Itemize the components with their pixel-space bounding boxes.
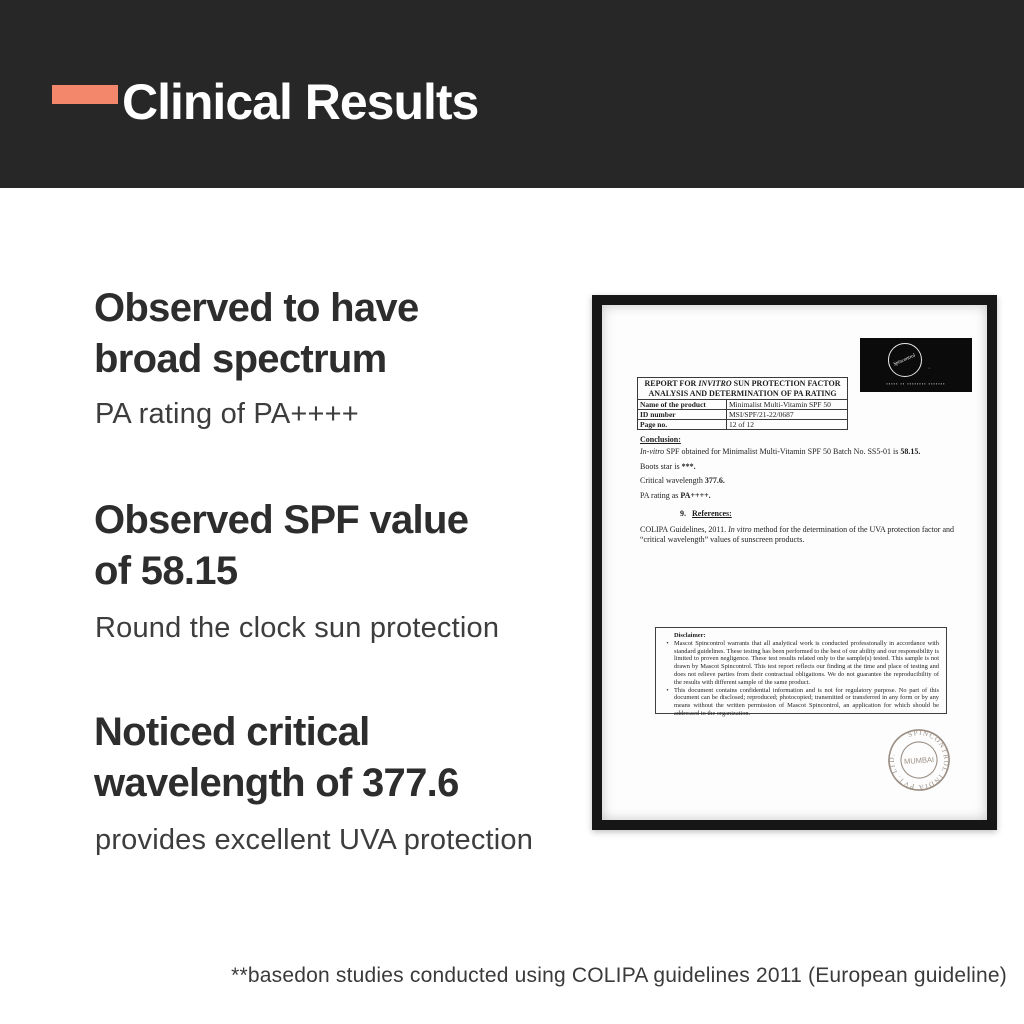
conclusion-line1-italic: In-vitro [640, 447, 665, 456]
claim-heading-line: Noticed critical [94, 710, 370, 754]
table-value: MSI/SPF/21-22/0687 [727, 410, 848, 420]
claim-spf-value-heading [94, 495, 468, 597]
report-photo-frame [592, 295, 997, 830]
table-row [638, 410, 848, 420]
disclaimer-box [655, 627, 947, 717]
references-body-prefix: COLIPA Guidelines, 2011. [640, 524, 729, 534]
conclusion-line4-bold: PA++++. [680, 490, 711, 500]
report-title-italic: INVITRO [698, 379, 732, 388]
claim-heading-line: Observed to have [94, 286, 419, 330]
references-number: 9. [680, 508, 686, 518]
report-header-table [637, 377, 848, 430]
footnote: **basedon studies conducted using COLIPA guidelines 2011 (European guideline) [231, 964, 1007, 987]
table-row [638, 400, 848, 410]
lab-logo-circle-icon [888, 343, 922, 377]
conclusion-line [640, 476, 974, 485]
lab-logo [860, 338, 972, 392]
conclusion-line1-bold: 58.15. [900, 447, 921, 456]
claim-critical-wavelength-heading [94, 707, 459, 809]
conclusion-line2-bold: ***. [681, 461, 696, 471]
conclusion-line2-prefix: Boots star is [640, 461, 682, 471]
page-title: Clinical Results [122, 74, 479, 130]
accent-dash-icon [52, 85, 118, 104]
claim-broad-spectrum-subtext: PA rating of PA++++ [95, 398, 359, 430]
table-row [638, 420, 848, 430]
references-heading [680, 509, 974, 518]
header-band [0, 0, 1024, 188]
conclusion-line1-mid: SPF obtained for Minimalist Multi-Vitamin SPF 50 Batch No. SS5-01 is [664, 447, 901, 456]
report-document [602, 305, 987, 820]
references-body-italic: In vitro [728, 524, 752, 534]
conclusion-heading: Conclusion: [640, 435, 681, 444]
references-body [640, 525, 978, 546]
conclusion-line [640, 447, 974, 456]
report-title-cell [638, 378, 848, 400]
table-label: Name of the product [638, 400, 727, 410]
bullet-icon: • [666, 639, 669, 647]
claim-heading-line: Observed SPF value [94, 498, 469, 542]
claim-critical-wavelength-subtext: provides excellent UVA protection [95, 824, 534, 856]
lab-logo-caption: ▪▪▪▪▪ ▪▪ ▪▪▪▪▪▪▪▪ ▪▪▪▪▪▪▪ [886, 381, 946, 386]
lab-logo-mark: ʾ [928, 368, 930, 374]
conclusion-line4-prefix: PA rating as [640, 490, 681, 500]
stamp-ring-text: SPINCONTROL INDIA PVT. LTD. [887, 728, 951, 792]
disclaimer-bullet-text: This document contains confidential information and is not for regulatory purpose. No part of this document can be disclosed; reproduced; photocopied; transmitted or transferred in any form or by any means without the written permission of Mascot Spincontrol, an application for which should be addressed to the organization. [674, 686, 939, 717]
disclaimer-bullet [661, 687, 939, 718]
claim-heading-line: broad spectrum [94, 337, 387, 381]
references-body-suffix: method for the determination of the UVA protection factor and “critical wavelength” values of sunscreen products. [640, 524, 955, 544]
report-title-prefix: REPORT FOR [644, 379, 699, 388]
table-value: 12 of 12 [727, 420, 848, 430]
conclusion-line3-bold: 377.6. [704, 476, 725, 485]
disclaimer-bullet [661, 640, 939, 687]
conclusion-line [640, 462, 974, 471]
claim-broad-spectrum-heading [94, 283, 418, 385]
lab-logo-circle-text: Spincontrol [893, 353, 917, 367]
bullet-icon: • [666, 686, 669, 694]
table-label: ID number [638, 410, 727, 420]
round-stamp-icon [885, 726, 953, 794]
table-label: Page no. [638, 420, 727, 430]
references-heading-text: References: [692, 508, 732, 518]
conclusion-line [640, 491, 974, 500]
report-title-suffix: SUN PROTECTION FACTOR ANALYSIS AND DETERMINATION OF PA RATING [648, 379, 841, 398]
conclusion-line3-prefix: Critical wavelength [640, 476, 705, 485]
table-value: Minimalist Multi-Vitamin SPF 50 [727, 400, 848, 410]
table-row [638, 378, 848, 400]
disclaimer-bullet-text: Mascot Spincontrol warrants that all analytical work is conducted professionally in accordance with standard guidelines. These testing has been performed to the best of our ability and our responsibility is limited to proven negligence. These test results related only to the sample(s) tested. This sample is not drawn by Mascot Spincontrol. This test report reflects our finding at the time and place of testing and does not relieve parties from their contractual obligations. We do not guarantee the reproducibility of the results with different sample of the same product. [674, 639, 939, 686]
conclusion-section [640, 435, 974, 551]
claim-spf-value-subtext: Round the clock sun protection [95, 612, 500, 644]
stamp-center-text: MUMBAI [903, 754, 935, 767]
claim-heading-line: wavelength of 377.6 [94, 761, 459, 805]
claim-heading-line: of 58.15 [94, 549, 238, 593]
disclaimer-heading: Disclaimer: [674, 632, 706, 639]
